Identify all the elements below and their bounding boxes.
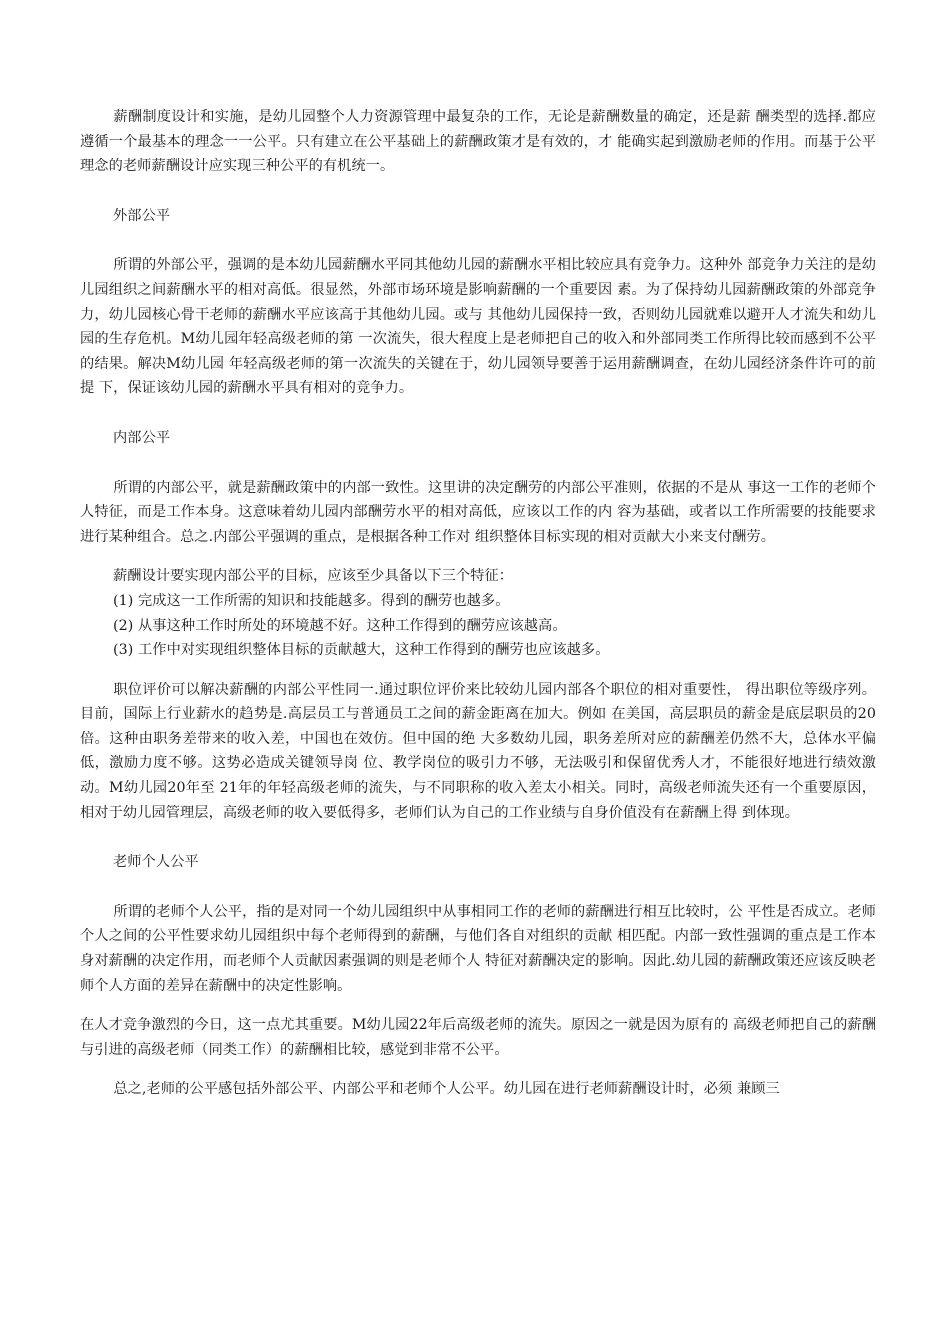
spacer <box>80 875 876 900</box>
external-fairness-paragraph: 所谓的外部公平，强调的是本幼儿园薪酬水平同其他幼儿园的薪酬水平相比较应具有竞争力。这种外 部竞争力关注的是幼儿园组织之间薪酬水平的相对高低。很显然，外部市场环境是影响薪酬的一个重要因 素。为了保持幼儿园薪酬政策的外部竞争力，幼儿园核心骨干老师的薪酬水平应该高于其他幼儿园。或与 其他幼儿园保持一致，否则幼儿园就难以避开人才流失和幼儿园的生存危机。M幼儿园年轻高级老师的第 一次流失，很大程度上是老师把自己的收入和外部同类工作所得比较而感到不公平的结果。解决M幼儿园 年轻高级老师的第一次流失的关键在于，幼儿园领导要善于运用薪酬调查，在幼儿园经济条件许可的前提 下，保证该幼儿园的薪酬水平具有相对的竞争力。 <box>80 257 876 397</box>
section-heading-internal-fairness: 内部公平 <box>113 429 171 446</box>
talent-competition-paragraph: 在人才竞争激烈的今日，这一点尤其重要。M幼儿园22年后高级老师的流失。原因之一就是因为原有的 高级老师把自己的薪酬与引进的高级老师（同类工作）的薪酬相比较，感觉到非常不公平。 <box>80 1017 876 1058</box>
conclusion-paragraph: 总之,老师的公平感包括外部公平、内部公平和老师个人公平。幼儿园在进行老师薪酬设计时，必须 兼顾三 <box>113 1081 780 1098</box>
list-intro: 薪酬设计要实现内部公平的目标，应该至少具备以下三个特征： <box>113 568 514 585</box>
spacer <box>80 825 876 850</box>
spacer <box>80 228 876 253</box>
section-heading-external-fairness: 外部公平 <box>113 207 171 224</box>
list-item: (1) 完成这一工作所需的知识和技能越多。得到的酬劳也越多。 <box>113 592 510 609</box>
intro-paragraph: 薪酬制度设计和实施，是幼儿园整个人力资源管理中最复杂的工作，无论是薪酬数量的确定，还是薪 酬类型的选择.都应遵循一个最基本的理念一一公平。只有建立在公平基础上的薪酬政策才是有效的，才 能确实起到激励老师的作用。而基于公平理念的老师薪酬设计应实现三种公平的有机统一。 <box>80 109 876 175</box>
internal-fairness-paragraph: 所谓的内部公平，就是薪酬政策中的内部一致性。这里讲的决定酬劳的内部公平准则，依据的不是从 事这一工作的老师个人特征，而是工作本身。这意味着幼儿园内部酬劳水平的相对高低，应该以工作的内 容为基础，或者以工作所需要的技能要求进行某种组合。总之.内部公平强调的重点，是根据各种工作对 组织整体目标实现的相对贡献大小来支付酬劳。 <box>80 479 876 545</box>
spacer <box>80 451 876 476</box>
spacer <box>80 998 876 1013</box>
spacer <box>80 549 876 564</box>
spacer <box>80 1062 876 1077</box>
spacer <box>80 179 876 204</box>
spacer <box>80 401 876 426</box>
job-evaluation-paragraph: 职位评价可以解决薪酬的内部公平性同一.通过职位评价来比较幼儿园内部各个职位的相对重要性， 得出职位等级序列。目前，国际上行业薪水的趋势是.高层员工与普通员工之间的薪金距离在加大。例如 在美国，高层职员的薪金是底层职员的20倍。这种由职务差带来的收入差，中国也在效仿。但中国的绝 大多数幼儿园，职务差所对应的薪酬差仍然不大，总体水平偏低，激励力度不够。这势必造成关键领导岗 位、教学岗位的吸引力不够，无法吸引和保留优秀人才，不能很好地进行绩效激动。M幼儿园20年至 21年的年轻高级老师的流失，与不同职称的收入差太小相关。同时，高级老师流失还有一个重要原因， 相对于幼儿园管理层，高级老师的收入要低得多，老师们认为自己的工作业绩与自身价值没有在薪酬上得 到体现。 <box>80 681 876 821</box>
list-item: (3) 工作中对实现组织整体目标的贡献越大，这种工作得到的酬劳也应该越多。 <box>113 642 610 659</box>
individual-fairness-paragraph: 所谓的老师个人公平，指的是对同一个幼儿园组织中从事相同工作的老师的薪酬进行相互比较时，公 平性是否成立。老师个人之间的公平性要求幼儿园组织中每个老师得到的薪酬，与他们各自对组织的贡献 相匹配。内部一致性强调的重点是工作本身对薪酬的决定作用，而老师个人贡献因素强调的则是老师个人 特征对薪酬决定的影响。因此.幼儿园的薪酬政策还应该反映老师个人方面的差异在薪酬中的决定性影响。 <box>80 903 876 994</box>
list-item: (2) 从事这种工作时所处的环境越不好。这种工作得到的酬劳应该越高。 <box>113 617 567 634</box>
spacer <box>80 663 876 678</box>
document-page <box>80 105 876 1102</box>
section-heading-individual-fairness: 老师个人公平 <box>113 854 199 871</box>
